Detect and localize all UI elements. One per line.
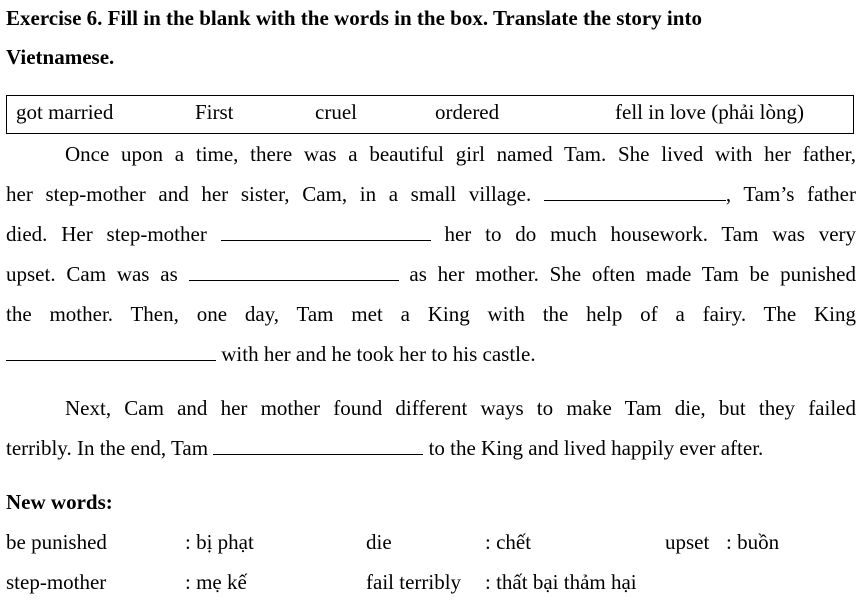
answer-blank-5[interactable] bbox=[213, 436, 423, 455]
word-cruel: cruel bbox=[315, 100, 357, 124]
story-line: the mother. Then, one day, Tam met a King with the help of a fairy. The King bbox=[6, 302, 856, 326]
answer-blank-3[interactable] bbox=[189, 262, 399, 281]
vocab-term: step-mother bbox=[6, 570, 107, 594]
story-line: terribly. In the end, Tam to the King and lived happily ever after. bbox=[6, 436, 764, 460]
vocab-meaning: : thất bại thảm hại bbox=[485, 570, 637, 594]
word-fell-in-love: fell in love (phải lòng) bbox=[615, 100, 804, 124]
vocab-meaning: : mẹ kế bbox=[185, 570, 247, 594]
vocab-meaning: : chết bbox=[485, 530, 532, 554]
word-ordered: ordered bbox=[435, 100, 500, 124]
story-line: upset. Cam was as as her mother. She often made Tam be punished bbox=[6, 262, 857, 286]
new-words-heading: New words: bbox=[6, 490, 113, 514]
vocab-term: upset bbox=[665, 530, 710, 554]
exercise-title-line2: Vietnamese. bbox=[6, 45, 115, 69]
vocab-term: be punished bbox=[6, 530, 107, 554]
vocab-term: die bbox=[366, 530, 392, 554]
vocab-term: fail terribly bbox=[366, 570, 462, 594]
story-line: with her and he took her to his castle. bbox=[6, 342, 856, 368]
vocab-meaning: : bị phạt bbox=[185, 530, 254, 554]
story-line: died. Her step-mother her to do much housework. Tam was very bbox=[6, 222, 857, 246]
vocab-meaning: : buồn bbox=[726, 530, 780, 554]
exercise-title-line1: Exercise 6. Fill in the blank with the words in the box. Translate the story into bbox=[6, 6, 702, 30]
answer-blank-2[interactable] bbox=[221, 222, 431, 241]
story-line: her step-mother and her sister, Cam, in a small village. , Tam’s father bbox=[6, 182, 856, 206]
story-line: Next, Cam and her mother found different ways to make Tam die, but they failed bbox=[65, 396, 856, 420]
word-first: First bbox=[195, 100, 234, 124]
answer-blank-1[interactable] bbox=[544, 182, 726, 201]
story-line: Once upon a time, there was a beautiful girl named Tam. She lived with her father, bbox=[65, 142, 856, 166]
word-got-married: got married bbox=[16, 100, 114, 124]
word-box bbox=[6, 95, 854, 134]
answer-blank-4[interactable] bbox=[6, 342, 216, 361]
